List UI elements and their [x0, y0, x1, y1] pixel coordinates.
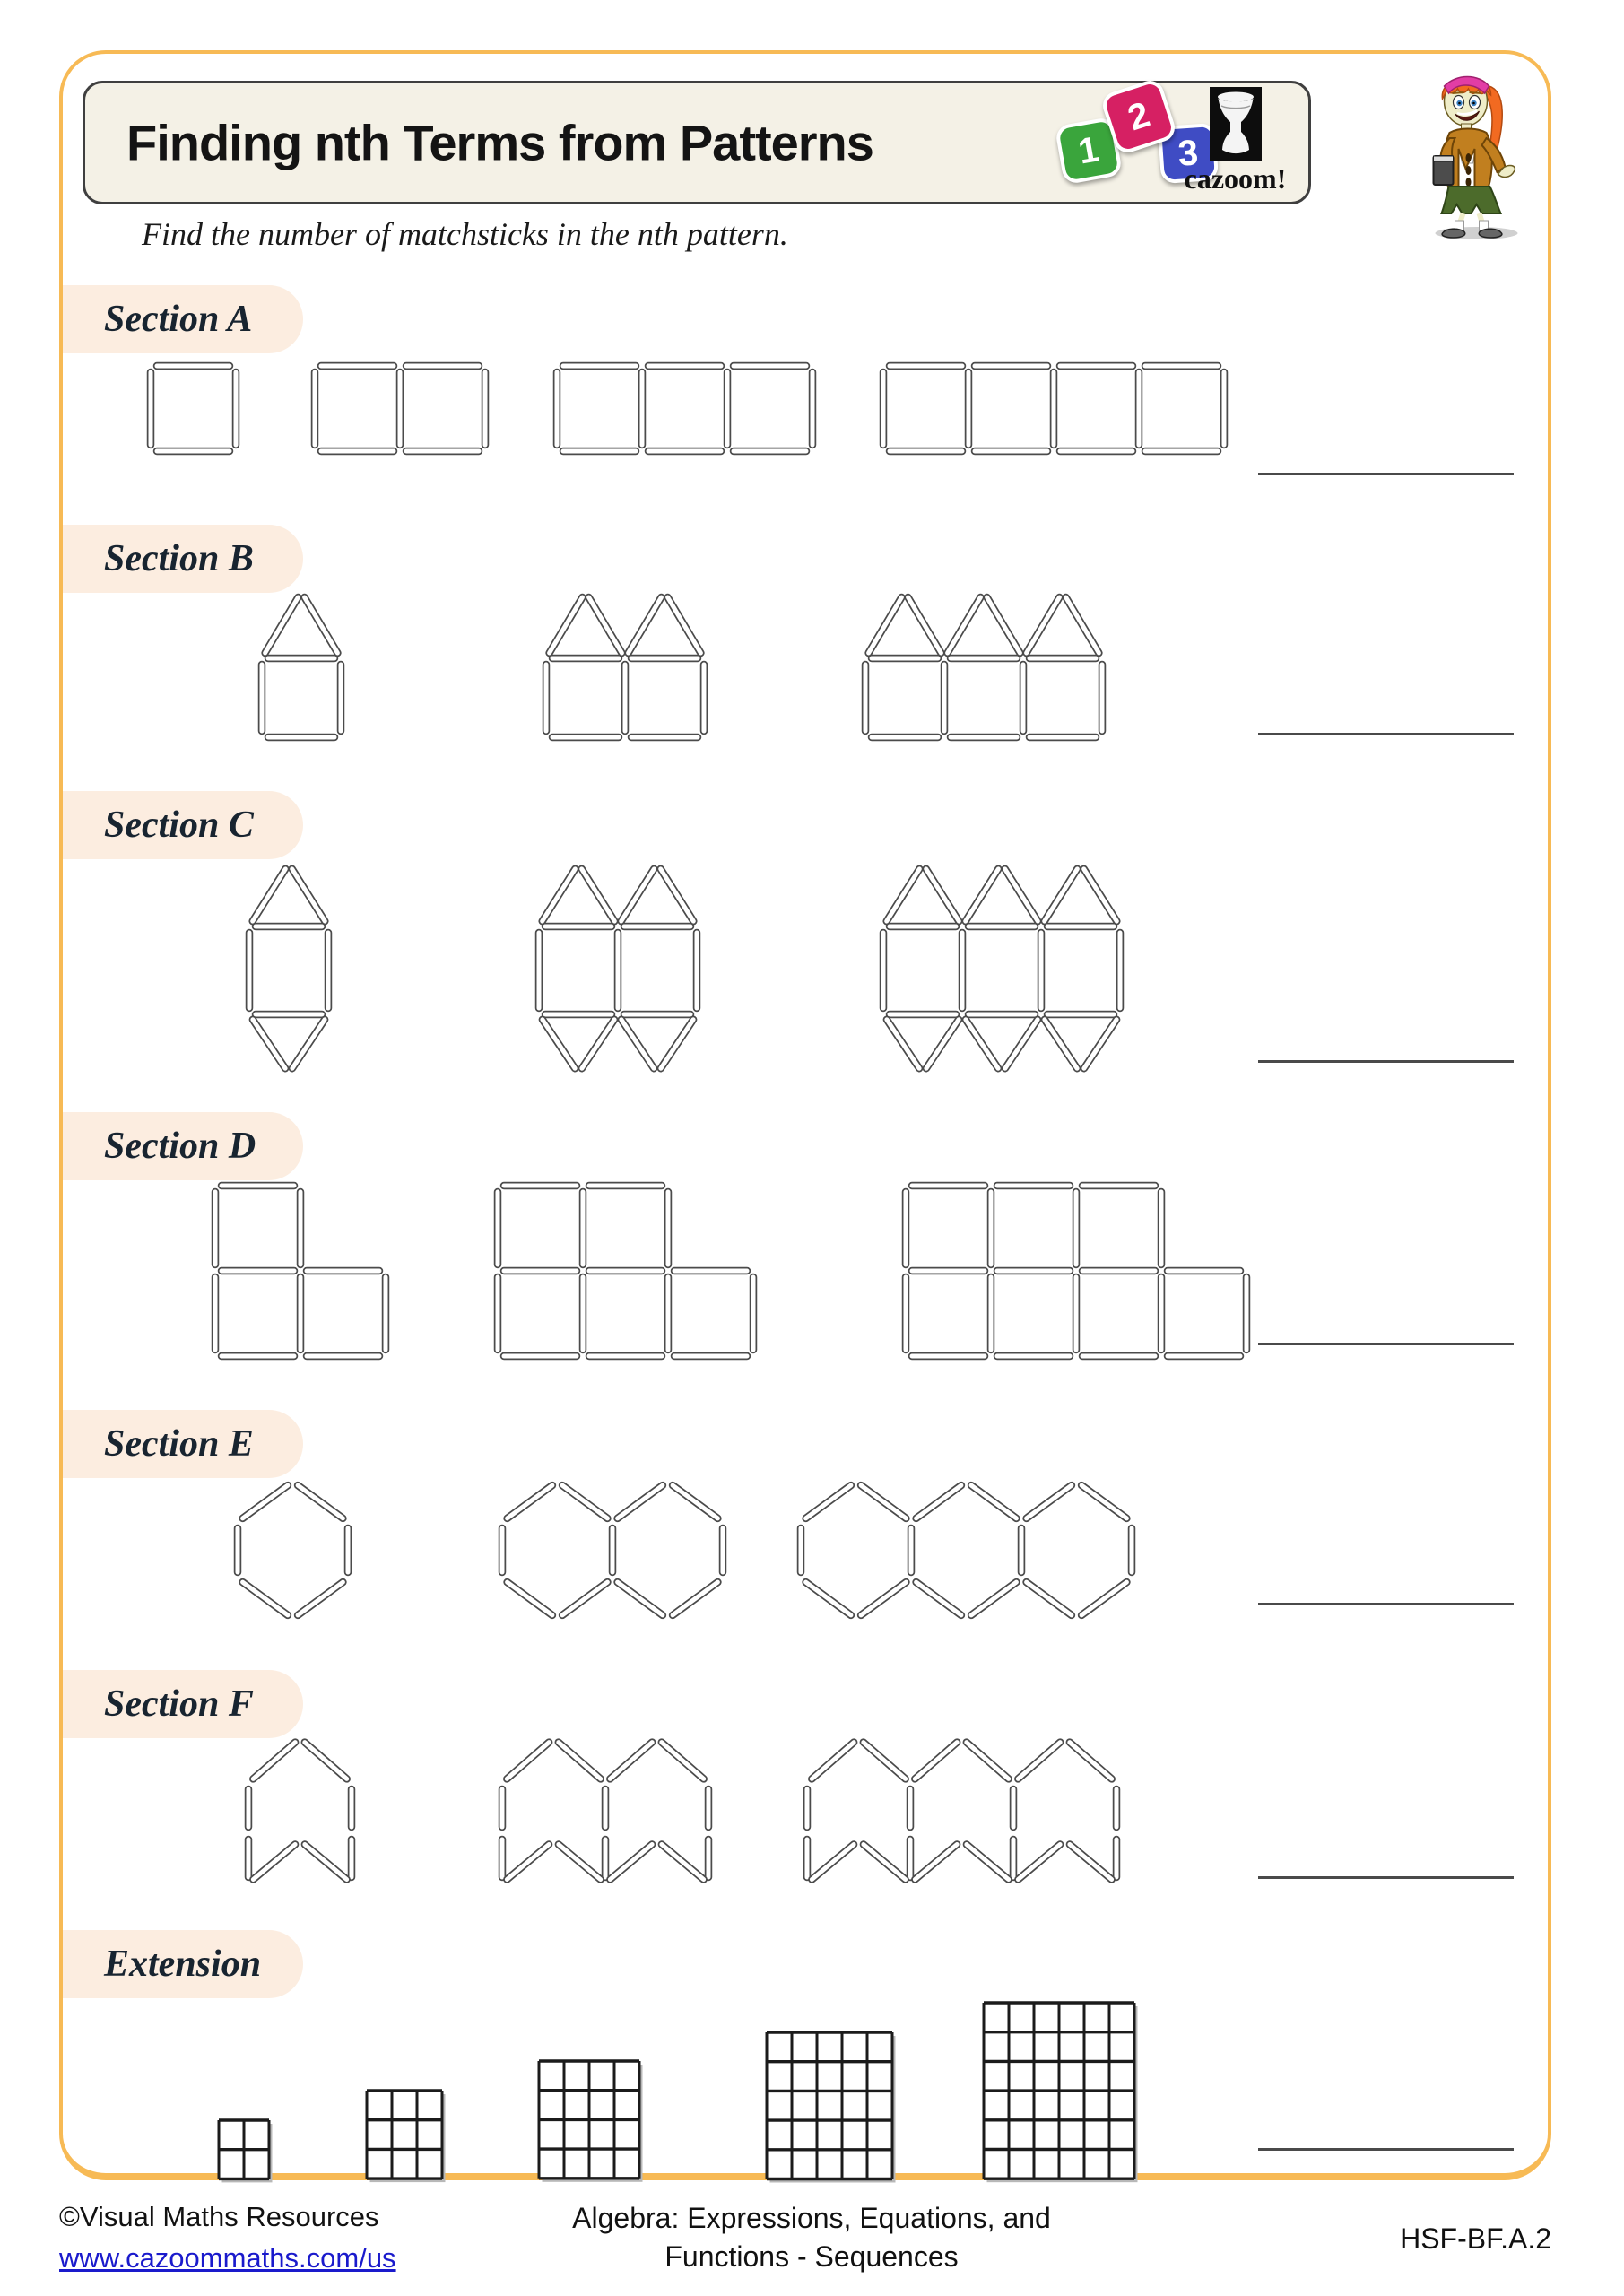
section-b-pattern-2 [535, 581, 715, 748]
section-e-pattern-1 [227, 1471, 359, 1630]
section-d-pattern-3 [895, 1175, 1257, 1367]
section-a-pattern-4 [873, 355, 1235, 462]
section-f-label: Section F [63, 1670, 303, 1738]
section-a-pattern-2 [304, 355, 496, 462]
section-a-pattern-1 [140, 355, 247, 462]
section-d-pattern-1 [204, 1175, 396, 1367]
extension-pattern-3 [534, 2056, 645, 2184]
section-c-pattern-1 [239, 853, 339, 1084]
section-f-pattern-3 [796, 1727, 1127, 1894]
worksheet-title: Finding nth Terms from Patterns [126, 114, 873, 171]
section-d-label: Section D [63, 1112, 303, 1180]
section-c-pattern-2 [528, 853, 708, 1084]
extension-pattern-1 [213, 2115, 274, 2184]
answer-line-section-e[interactable] [1258, 1603, 1514, 1605]
section-b-label: Section B [63, 525, 303, 593]
footer-standard-code: HSF-BF.A.2 [1400, 2222, 1551, 2255]
section-e-pattern-3 [790, 1471, 1142, 1630]
footer-website-link[interactable]: www.cazoommaths.com/us [59, 2242, 396, 2274]
section-f-pattern-1 [238, 1727, 362, 1894]
section-a-pattern-3 [546, 355, 823, 462]
section-b-pattern-3 [855, 581, 1113, 748]
logo-tile-2: 2 [1099, 77, 1178, 156]
logo-tile-1: 1 [1055, 117, 1123, 185]
section-e-pattern-2 [491, 1471, 734, 1630]
cazoom-logo [1179, 87, 1291, 196]
section-d-pattern-2 [487, 1175, 764, 1367]
section-extension-label: Extension [63, 1930, 303, 1998]
logo-brand-text: cazoom! [1184, 162, 1287, 195]
schoolgirl-mascot-illustration [1417, 63, 1529, 242]
section-c-label: Section C [63, 791, 303, 859]
logo-tile-3: 3 [1158, 123, 1219, 184]
section-c-pattern-3 [873, 853, 1131, 1084]
title-box [83, 81, 1311, 204]
footer-topic: Algebra: Expressions, Equations, and Functions - Sequences [572, 2202, 1051, 2274]
drum-icon [1210, 87, 1262, 161]
extension-pattern-5 [978, 1997, 1140, 2184]
extension-pattern-4 [761, 2027, 898, 2185]
section-a-label: Section A [63, 285, 303, 353]
answer-line-section-a[interactable] [1258, 473, 1514, 475]
section-f-pattern-2 [491, 1727, 719, 1894]
section-e-label: Section E [63, 1410, 303, 1478]
answer-line-section-f[interactable] [1258, 1876, 1514, 1879]
answer-line-section-b[interactable] [1258, 733, 1514, 735]
instruction-text: Find the number of matchsticks in the nth pattern. [142, 216, 788, 252]
extension-pattern-2 [361, 2085, 447, 2184]
footer-copyright: ©Visual Maths Resources [59, 2201, 379, 2232]
answer-line-extension[interactable] [1258, 2148, 1514, 2151]
answer-line-section-c[interactable] [1258, 1060, 1514, 1063]
answer-line-section-d[interactable] [1258, 1343, 1514, 1345]
section-b-pattern-1 [251, 581, 352, 748]
